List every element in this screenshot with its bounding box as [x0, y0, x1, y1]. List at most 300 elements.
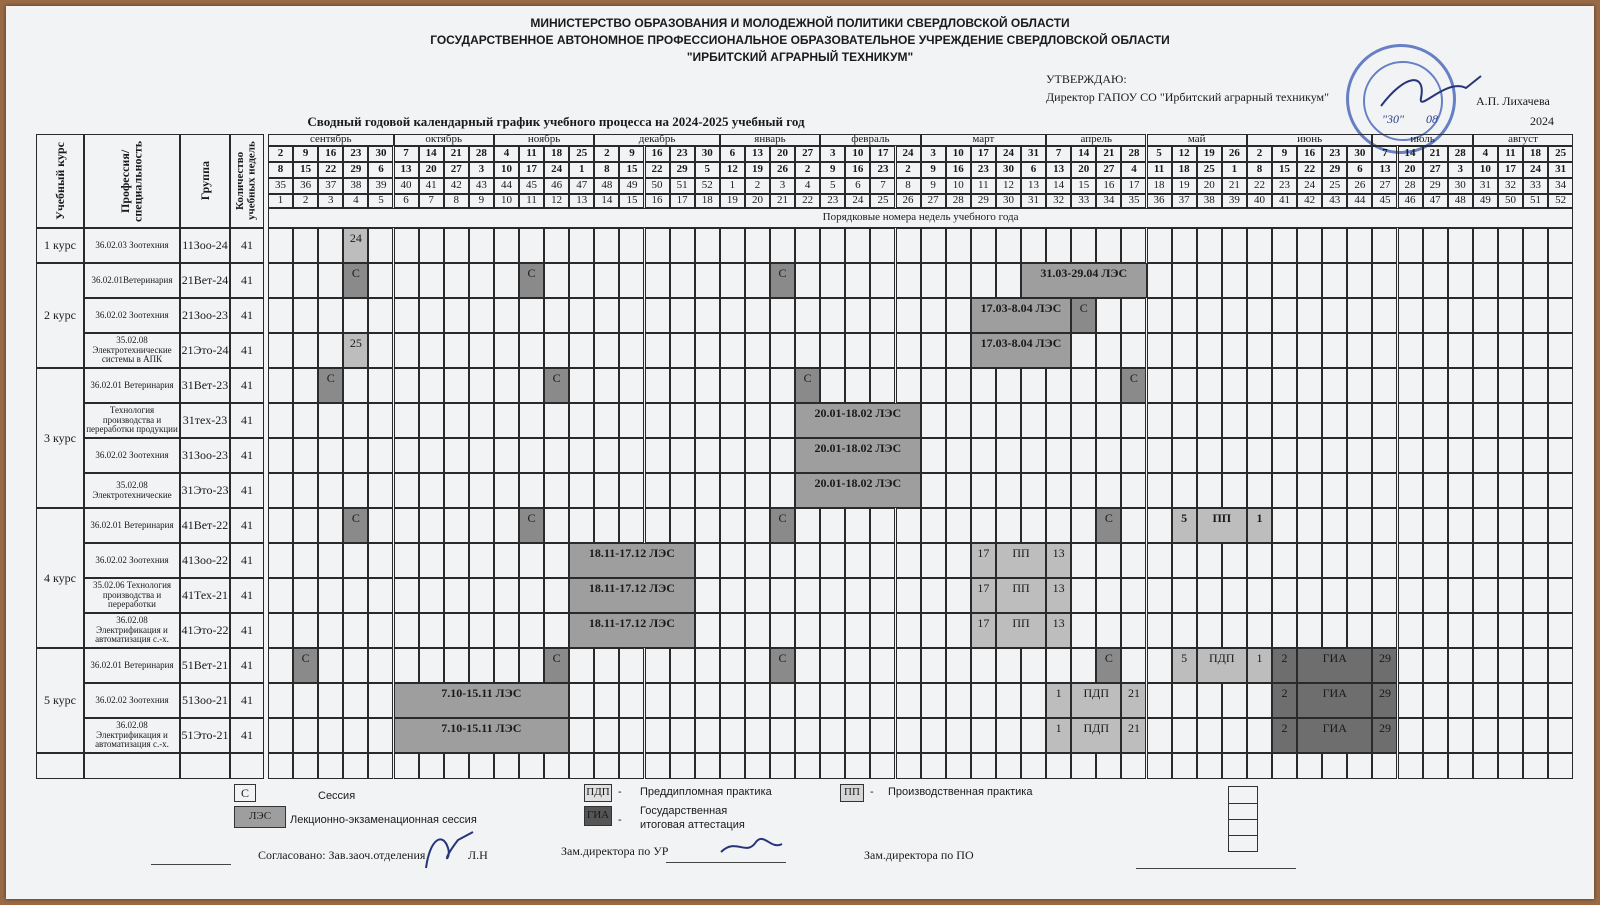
- week-cell: [444, 613, 469, 648]
- week-cell: [870, 613, 895, 648]
- week-cell: [996, 473, 1021, 508]
- week-cell: [1046, 438, 1071, 473]
- week-end-cell: 4: [1121, 162, 1146, 178]
- week-cell: [1172, 403, 1197, 438]
- week-cell: [921, 648, 946, 683]
- week-cell: [720, 753, 745, 779]
- calendar-week-cell: 36: [293, 178, 318, 194]
- week-cell: [293, 438, 318, 473]
- week-cell: [1498, 403, 1523, 438]
- week-cell: [1272, 228, 1297, 263]
- week-cell: [670, 298, 695, 333]
- week-cell: [368, 333, 393, 368]
- week-cell: [1498, 613, 1523, 648]
- weeks-count-cell: 41: [230, 438, 264, 473]
- calendar-week-cell: 28: [1398, 178, 1423, 194]
- group-cell: 51Вет-21: [180, 648, 230, 683]
- week-cell: [1322, 578, 1347, 613]
- week-cell: [1423, 228, 1448, 263]
- week-cell: [494, 753, 519, 779]
- week-cell: [1423, 298, 1448, 333]
- week-cell: [1398, 438, 1423, 473]
- week-cell: [594, 228, 619, 263]
- week-cell: [1498, 298, 1523, 333]
- schedule-block-les: 7.10-15.11 ЛЭС: [394, 718, 570, 753]
- calendar-week-cell: 32: [1498, 178, 1523, 194]
- week-cell: [1222, 333, 1247, 368]
- schedule-block-light: 24: [343, 228, 368, 263]
- calendar-week-cell: 17: [1121, 178, 1146, 194]
- week-cell: [1222, 613, 1247, 648]
- approval-day: "30": [1382, 112, 1405, 126]
- week-cell: [845, 683, 870, 718]
- week-cell: [1498, 578, 1523, 613]
- week-cell: [1096, 753, 1121, 779]
- group-cell: 11Зоо-24: [180, 228, 230, 263]
- week-cell: [318, 543, 343, 578]
- legend-pp-swatch: ПП: [840, 784, 864, 802]
- schedule-block-session: С: [318, 368, 343, 403]
- week-cell: [1498, 508, 1523, 543]
- schedule-block-light: ПП: [996, 613, 1046, 648]
- week-cell: [670, 333, 695, 368]
- week-start-cell: 4: [1473, 146, 1498, 162]
- week-cell: [795, 753, 820, 779]
- week-cell: [469, 263, 494, 298]
- ordinal-header-cell: 38: [1197, 194, 1222, 208]
- week-cell: [519, 368, 544, 403]
- week-cell: [469, 508, 494, 543]
- week-start-cell: 21: [1096, 146, 1121, 162]
- week-start-cell: 30: [1347, 146, 1372, 162]
- week-start-cell: 25: [1548, 146, 1573, 162]
- week-cell: [1247, 438, 1272, 473]
- schedule-grid: [6, 6, 1594, 899]
- week-cell: [293, 718, 318, 753]
- week-cell: [594, 368, 619, 403]
- week-cell: [394, 263, 419, 298]
- schedule-block-les: 18.11-17.12 ЛЭС: [569, 578, 695, 613]
- page-title: Сводный годовой календарный график учебного процесса на 2024-2025 учебный год: [307, 114, 805, 129]
- week-cell: [670, 473, 695, 508]
- calendar-week-cell: 52: [695, 178, 720, 194]
- week-cell: [1272, 368, 1297, 403]
- week-cell: [343, 753, 368, 779]
- week-cell: [419, 648, 444, 683]
- week-cell: [469, 648, 494, 683]
- week-cell: [971, 648, 996, 683]
- week-cell: [645, 508, 670, 543]
- week-cell: [1523, 473, 1548, 508]
- week-cell: [368, 648, 393, 683]
- weeks-count-cell: 41: [230, 508, 264, 543]
- agreed-label: Согласовано: Зав.заоч.отделения: [258, 848, 426, 862]
- week-cell: [1222, 438, 1247, 473]
- week-cell: [1423, 473, 1448, 508]
- ministry-heading: МИНИСТЕРСТВО ОБРАЗОВАНИЯ И МОЛОДЕЖНОЙ ПОЛИТИКИ СВЕРДЛОВСКОЙ ОБЛАСТИ: [530, 16, 1070, 30]
- calendar-week-cell: 47: [569, 178, 594, 194]
- week-cell: [1297, 473, 1322, 508]
- week-cell: [1121, 403, 1146, 438]
- week-cell: [1172, 718, 1197, 753]
- week-cell: [720, 613, 745, 648]
- week-cell: [1322, 368, 1347, 403]
- week-cell: [1297, 298, 1322, 333]
- week-end-cell: 23: [870, 162, 895, 178]
- week-cell: [795, 718, 820, 753]
- week-start-cell: 16: [645, 146, 670, 162]
- week-cell: [394, 508, 419, 543]
- week-cell: [1147, 298, 1172, 333]
- week-cell: [318, 578, 343, 613]
- week-cell: [519, 543, 544, 578]
- week-cell: [1297, 508, 1322, 543]
- week-cell: [1172, 543, 1197, 578]
- week-end-cell: 29: [670, 162, 695, 178]
- week-cell: [1322, 508, 1347, 543]
- week-cell: [1071, 543, 1096, 578]
- week-cell: [845, 263, 870, 298]
- legend-pdp-dash: -: [618, 786, 622, 798]
- week-cell: [845, 613, 870, 648]
- week-start-cell: 27: [795, 146, 820, 162]
- week-cell: [1548, 543, 1573, 578]
- week-cell: [921, 333, 946, 368]
- week-cell: [1448, 263, 1473, 298]
- calendar-week-cell: 8: [896, 178, 921, 194]
- week-cell: [695, 613, 720, 648]
- week-cell: [1147, 613, 1172, 648]
- week-cell: [1372, 368, 1397, 403]
- week-cell: [670, 648, 695, 683]
- week-cell: [921, 228, 946, 263]
- legend-pp-dash: -: [870, 786, 874, 798]
- week-start-cell: 30: [368, 146, 393, 162]
- week-cell: [1322, 543, 1347, 578]
- header-weeks: Количество учебных недель: [230, 134, 264, 228]
- week-cell: [544, 753, 569, 779]
- schedule-block-light: 13: [1046, 613, 1071, 648]
- week-cell: [946, 438, 971, 473]
- week-cell: [368, 403, 393, 438]
- agreed-line: [151, 864, 231, 865]
- week-cell: [1473, 613, 1498, 648]
- ordinal-header-cell: 39: [1222, 194, 1247, 208]
- week-cell: [293, 368, 318, 403]
- week-cell: [1548, 333, 1573, 368]
- week-cell: [494, 473, 519, 508]
- week-cell: [745, 473, 770, 508]
- ordinal-header-cell: 9: [469, 194, 494, 208]
- week-cell: [1398, 508, 1423, 543]
- week-cell: [1297, 333, 1322, 368]
- week-cell: [1398, 473, 1423, 508]
- week-cell: [870, 298, 895, 333]
- week-cell: [1121, 613, 1146, 648]
- week-cell: [1172, 368, 1197, 403]
- week-cell: [1247, 228, 1272, 263]
- week-cell: [670, 718, 695, 753]
- ordinal-header-cell: 33: [1071, 194, 1096, 208]
- week-cell: [268, 543, 293, 578]
- calendar-week-cell: 46: [544, 178, 569, 194]
- week-cell: [1247, 403, 1272, 438]
- week-cell: [1473, 508, 1498, 543]
- week-cell: [1197, 228, 1222, 263]
- schedule-block-light: 13: [1046, 578, 1071, 613]
- week-end-cell: 8: [1247, 162, 1272, 178]
- week-cell: [820, 298, 845, 333]
- calendar-week-cell: 27: [1372, 178, 1397, 194]
- week-cell: [1096, 473, 1121, 508]
- ordinal-header-cell: 48: [1448, 194, 1473, 208]
- week-cell: [971, 368, 996, 403]
- ordinal-header-cell: 22: [795, 194, 820, 208]
- week-cell: [569, 508, 594, 543]
- week-cell: [870, 683, 895, 718]
- calendar-week-cell: 13: [1021, 178, 1046, 194]
- week-cell: [1398, 263, 1423, 298]
- week-start-cell: 4: [494, 146, 519, 162]
- week-cell: [1197, 613, 1222, 648]
- week-cell: [1121, 333, 1146, 368]
- calendar-week-cell: 25: [1322, 178, 1347, 194]
- week-end-cell: 13: [1372, 162, 1397, 178]
- schedule-block-les: 17.03-8.04 ЛЭС: [971, 333, 1071, 368]
- week-cell: [770, 333, 795, 368]
- week-end-cell: 17: [1498, 162, 1523, 178]
- week-start-cell: 16: [318, 146, 343, 162]
- legend-les-label: Лекционно-экзаменационная сессия: [290, 814, 477, 826]
- week-cell: [1473, 298, 1498, 333]
- profession-cell: 36.02.01Ветеринария: [84, 263, 180, 298]
- week-cell: [745, 228, 770, 263]
- calendar-week-cell: 3: [770, 178, 795, 194]
- week-cell: [695, 368, 720, 403]
- week-cell: [896, 298, 921, 333]
- schedule-block-light: 1: [1046, 718, 1071, 753]
- week-cell: [1372, 438, 1397, 473]
- week-cell: [1498, 753, 1523, 779]
- week-cell: [1197, 543, 1222, 578]
- week-cell: [368, 613, 393, 648]
- schedule-block-light: ПДП: [1197, 648, 1247, 683]
- week-cell: [619, 368, 644, 403]
- week-cell: [1372, 228, 1397, 263]
- week-cell: [469, 368, 494, 403]
- ordinal-header-cell: 3: [318, 194, 343, 208]
- week-cell: [670, 683, 695, 718]
- week-cell: [268, 718, 293, 753]
- week-cell: [1147, 508, 1172, 543]
- week-end-cell: 19: [745, 162, 770, 178]
- week-cell: [820, 753, 845, 779]
- week-cell: [1347, 613, 1372, 648]
- week-cell: [268, 683, 293, 718]
- schedule-block-session: С: [519, 508, 544, 543]
- ordinal-header-cell: 35: [1121, 194, 1146, 208]
- week-cell: [1523, 613, 1548, 648]
- week-cell: [1498, 368, 1523, 403]
- week-cell: [1046, 648, 1071, 683]
- week-end-cell: 27: [1096, 162, 1121, 178]
- schedule-block-gia: ГИА: [1297, 648, 1372, 683]
- week-cell: [268, 403, 293, 438]
- week-cell: [1172, 753, 1197, 779]
- week-cell: [720, 298, 745, 333]
- legend-les-swatch: ЛЭС: [234, 806, 286, 828]
- week-cell: [569, 473, 594, 508]
- week-cell: [921, 683, 946, 718]
- schedule-block-light: 25: [343, 333, 368, 368]
- week-cell: [695, 543, 720, 578]
- week-cell: [1372, 333, 1397, 368]
- week-cell: [569, 718, 594, 753]
- week-cell: [996, 753, 1021, 779]
- week-cell: [569, 263, 594, 298]
- header-group: Группа: [180, 134, 230, 228]
- week-cell: [1121, 228, 1146, 263]
- week-cell: [343, 613, 368, 648]
- legend-pp-label: Производственная практика: [888, 786, 1033, 798]
- week-cell: [795, 333, 820, 368]
- calendar-week-cell: 18: [1147, 178, 1172, 194]
- week-start-cell: 13: [745, 146, 770, 162]
- week-cell: [720, 368, 745, 403]
- week-cell: [645, 683, 670, 718]
- week-cell: [921, 753, 946, 779]
- week-start-cell: 23: [1322, 146, 1347, 162]
- week-cell: [745, 613, 770, 648]
- ordinal-header-cell: 21: [770, 194, 795, 208]
- week-cell: [1121, 438, 1146, 473]
- week-cell: [544, 438, 569, 473]
- week-cell: [1147, 333, 1172, 368]
- week-cell: [469, 298, 494, 333]
- week-end-cell: 10: [494, 162, 519, 178]
- week-start-cell: 28: [1121, 146, 1146, 162]
- week-cell: [1247, 298, 1272, 333]
- week-cell: [444, 298, 469, 333]
- week-end-cell: 3: [469, 162, 494, 178]
- week-cell: [820, 508, 845, 543]
- calendar-week-cell: 29: [1423, 178, 1448, 194]
- week-end-cell: 22: [1297, 162, 1322, 178]
- week-cell: [1297, 403, 1322, 438]
- week-end-cell: 20: [1071, 162, 1096, 178]
- week-start-cell: 9: [619, 146, 644, 162]
- schedule-block-session: С: [343, 263, 368, 298]
- week-cell: [845, 543, 870, 578]
- schedule-block-light: 5: [1172, 648, 1197, 683]
- schedule-block-les: 17.03-8.04 ЛЭС: [971, 298, 1071, 333]
- week-cell: [1473, 648, 1498, 683]
- week-cell: [368, 683, 393, 718]
- weeks-count-cell: 41: [230, 613, 264, 648]
- week-cell: [1172, 613, 1197, 648]
- week-start-cell: 11: [519, 146, 544, 162]
- week-start-cell: 24: [996, 146, 1021, 162]
- week-cell: [343, 438, 368, 473]
- week-cell: [870, 578, 895, 613]
- ordinal-header-cell: 45: [1372, 194, 1397, 208]
- week-cell: [469, 753, 494, 779]
- profession-cell: 36.02.03 Зоотехния: [84, 228, 180, 263]
- calendar-week-cell: 15: [1071, 178, 1096, 194]
- week-cell: [971, 508, 996, 543]
- week-cell: [1498, 473, 1523, 508]
- week-cell: [1197, 403, 1222, 438]
- week-cell: [1548, 683, 1573, 718]
- week-cell: [870, 543, 895, 578]
- week-cell: [1021, 718, 1046, 753]
- week-cell: [1498, 333, 1523, 368]
- calendar-week-cell: 1: [720, 178, 745, 194]
- week-cell: [870, 228, 895, 263]
- month-11: июль: [1372, 134, 1472, 146]
- week-cell: [444, 228, 469, 263]
- week-start-cell: 9: [293, 146, 318, 162]
- schedule-block-gia: 29: [1372, 718, 1397, 753]
- week-cell: [1423, 368, 1448, 403]
- week-cell: [318, 263, 343, 298]
- schedule-block-gia: 2: [1272, 718, 1297, 753]
- schedule-block-light: ПП: [996, 578, 1046, 613]
- week-cell: [594, 403, 619, 438]
- week-cell: [770, 403, 795, 438]
- group-cell: 41Зоо-22: [180, 543, 230, 578]
- weeks-count-cell: 41: [230, 298, 264, 333]
- week-cell: [921, 613, 946, 648]
- week-cell: [1222, 368, 1247, 403]
- week-end-cell: 29: [343, 162, 368, 178]
- week-cell: [293, 473, 318, 508]
- week-cell: [1046, 753, 1071, 779]
- week-cell: [1372, 578, 1397, 613]
- schedule-block-session: С: [519, 263, 544, 298]
- week-cell: [1121, 508, 1146, 543]
- week-end-cell: 9: [820, 162, 845, 178]
- schedule-block-light: 17: [971, 613, 996, 648]
- week-cell: [1423, 438, 1448, 473]
- week-cell: [1548, 508, 1573, 543]
- month-3: ноябрь: [494, 134, 594, 146]
- ordinal-caption: Порядковые номера недель учебного года: [268, 208, 1573, 228]
- week-start-cell: 2: [594, 146, 619, 162]
- week-cell: [1247, 718, 1272, 753]
- week-cell: [444, 543, 469, 578]
- week-end-cell: 2: [795, 162, 820, 178]
- week-end-cell: 26: [770, 162, 795, 178]
- week-cell: [1523, 753, 1548, 779]
- week-cell: [318, 333, 343, 368]
- week-cell: [569, 333, 594, 368]
- week-cell: [1347, 298, 1372, 333]
- week-cell: [1297, 228, 1322, 263]
- week-cell: [1147, 718, 1172, 753]
- week-cell: [645, 438, 670, 473]
- week-cell: [946, 403, 971, 438]
- ordinal-header-cell: 13: [569, 194, 594, 208]
- week-cell: [845, 228, 870, 263]
- week-cell: [268, 473, 293, 508]
- week-cell: [1398, 333, 1423, 368]
- week-cell: [569, 648, 594, 683]
- week-end-cell: 24: [1523, 162, 1548, 178]
- ordinal-header-cell: 11: [519, 194, 544, 208]
- week-cell: [368, 263, 393, 298]
- calendar-week-cell: 35: [268, 178, 293, 194]
